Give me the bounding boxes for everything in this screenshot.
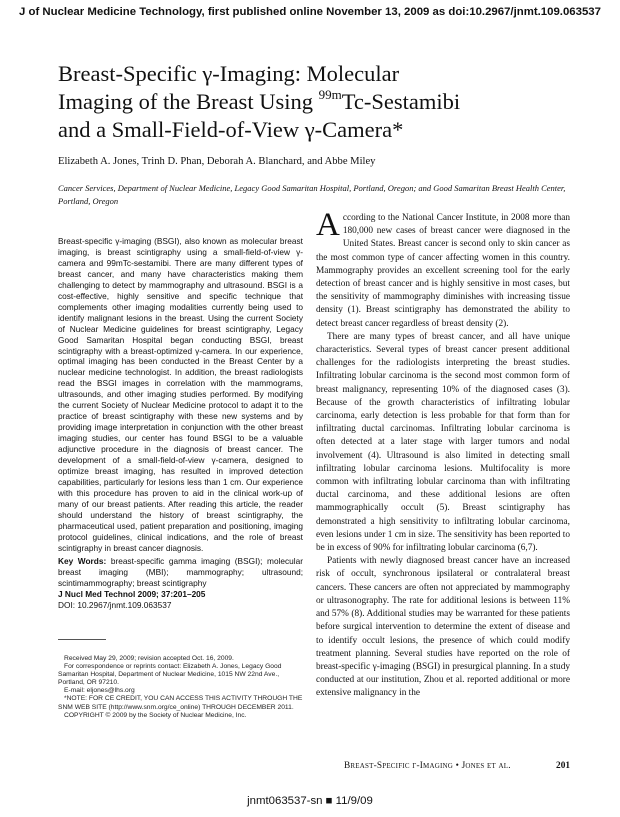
keywords-text: breast-specific gamma imaging (BSGI); molecular breast imaging (MBI); mammography; ultrasound; scintimammography; breast scintigraphy <box>58 555 303 588</box>
footnote-email: E-mail: eljones@lhs.org <box>64 687 135 695</box>
footnote-received: Received May 29, 2009; revision accepted Oct. 16, 2009. <box>64 655 234 662</box>
author-affiliation: Cancer Services, Department of Nuclear Medicine, Legacy Good Samaritan Hospital, Portland, Oregon; and Good Samaritan Breast Health Center, Portland, Oregon <box>58 183 566 206</box>
citation-block <box>58 589 205 611</box>
footnote-ce-credit: *NOTE: FOR CE CREDIT, YOU CAN ACCESS THIS ACTIVITY THROUGH THE SNM WEB SITE (http://www.snm.org/ce_online) THROUGH DECEMBER 2011. <box>58 695 303 711</box>
running-head-separator: • <box>455 761 460 771</box>
body-paragraph-3: Patients with newly diagnosed breast cancer have an increased risk of occult, synchronous ipsilateral or contralateral breast cancers. These cancers are often not appreciated by mammography or ultrasonography. The rate for additional lesions is between 11% and 57% (8). Additional studies may be warranted for these patients before surgical intervention to determine the extent of disease and to identify occult lesions, the presence of which could modify treatment planning. Several studies have reported on the role of breast-specific γ-imaging (BSGI) in presurgical planning. In a study conducted at our institution, Zhou et al. reported additional or more extensive malignancy in the <box>316 556 570 699</box>
doi-text: DOI: 10.2967/jnmt.109.063537 <box>58 599 172 610</box>
journal-citation: J Nucl Med Technol 2009; 37:201–205 <box>58 589 206 599</box>
title-line-2-tail: Tc-Sestamibi <box>341 89 461 114</box>
manuscript-id: jnmt063537-sn ■ 11/9/09 <box>247 795 373 807</box>
footnote-copyright: COPYRIGHT © 2009 by the Society of Nuclear Medicine, Inc. <box>64 711 247 719</box>
keywords <box>58 556 303 589</box>
footnote-correspondence: For correspondence or reprints contact: Elizabeth A. Jones, Legacy Good Samaritan Hospital, Department of Nuclear Medicine, 1015 NW 22nd Ave., Portland, OR 97210. <box>58 663 282 687</box>
title-line-3: and a Small-Field-of-View γ-Camera* <box>58 117 404 142</box>
article-title <box>58 60 578 144</box>
author-list: Elizabeth A. Jones, Trinh D. Phan, Deborah A. Blanchard, and Abbe Miley <box>58 156 376 167</box>
page-number: 201 <box>556 761 570 771</box>
abstract <box>58 236 303 589</box>
body-paragraph-1 <box>316 207 570 331</box>
body-paragraph-2: There are many types of breast cancer, and all have unique characteristics. Several types of breast cancer present additional challenges for the radiologists interpreting the breast studies. Infiltrating lobular carcinoma is the second most common form of breast malignancy, representing 10% of the diagnosed cases (3). Because of the growth characteristics of infiltrating lobular carcinoma, early detection is less probable for that form than for infiltrating ductal carcinomas. Infiltrating lobular carcinoma is often detected at a later stage with larger tumors and nodal involvement (4). Ultrasound is also limited in detecting small infiltrating lobular carcinoma lesions. Multifocality is more common with infiltrating lobular carcinoma than with infiltrating ductal carcinoma, and these additional lesions are often mammographically occult (5). Breast scintigraphy has demonstrated a high sensitivity to infiltrating lobular carcinoma, even lesions under 1 cm in size. The sensitivity has been reported to be in excess of 90% for infiltrating lobular carcinoma (6,7). <box>316 331 570 554</box>
running-head-authors: Jones et al. <box>461 761 511 771</box>
title-isotope-superscript: 99m <box>318 86 342 102</box>
drop-cap: A <box>316 207 340 243</box>
title-line-2 <box>58 88 578 116</box>
title-line-2-head: Imaging of the Breast Using <box>58 89 319 114</box>
body-text-column <box>316 207 570 701</box>
journal-header-line: J of Nuclear Medicine Technology, first published online November 13, 2009 as doi:10.2967/jnmt.109.063537 <box>19 6 601 18</box>
running-head-title: Breast-Specific γ-Imaging <box>344 761 454 771</box>
running-head <box>344 761 511 771</box>
keywords-label: Key Words: <box>58 555 107 566</box>
body-paragraph-1-text: ccording to the National Cancer Institute, in 2008 more than 180,000 new cases of breast cancer were diagnosed in the United States. Breast cancer is second only to skin cancer as the most common type of cancer affecting women in this country. Mammography provides an excellent screening tool for the early detection of breast cancer and is highly sensitive in most cases, but the sensitivity of mammography diminishes with increasing tissue density (1). Breast scintigraphy has demonstrated the ability to detect breast cancer regardless of breast density (2). <box>316 213 570 329</box>
title-line-1: Breast-Specific γ-Imaging: Molecular <box>58 61 400 86</box>
footnote-divider <box>58 639 106 640</box>
footnotes <box>58 655 303 720</box>
abstract-text: Breast-specific γ-imaging (BSGI), also known as molecular breast imaging, is breast scintigraphy using a small-field-of-view γ-camera and 99mTc-sestamibi. There are many different types of breast cancer, and many have characteristics making them challenging to detect by mammography and ultrasound. BSGI is a cost-effective, highly sensitive and specific technique that complements other imaging modalities currently being used to identify malignant lesions in the breast. Using the current Society of Nuclear Medicine guidelines for breast scintigraphy, Legacy Good Samaritan Hospital began conducting BSGI, breast scintigraphy with a breast-optimized γ-camera. In our experience, optimal imaging has been conducted in the Breast Center by a nuclear medicine technologist. In addition, the breast radiologists read the BSGI images in correlation with the mammograms, ultrasounds, and other imaging studies performed. By modifying the current Society of Nuclear Medicine protocol to adapt it to the practice of breast scintigraphy with these new systems and by providing image interpretation in conjunction with the other breast imaging studies, our center has found BSGI to be a valuable adjunctive procedure in the diagnosis of breast cancer. The development of a small-field-of-view γ-camera, designed to optimize breast imaging, has resulted in improved detection capabilities, particularly for lesions less than 1 cm. Our experience with this procedure has proven to aid in the clinical work-up of many of our breast patients. After reading this article, the reader should understand the history of breast scintigraphy, the pharmaceutical used, patient preparation and positioning, imaging protocol guidelines, clinical indications, and the role of breast scintigraphy in breast cancer diagnosis. <box>58 236 303 553</box>
